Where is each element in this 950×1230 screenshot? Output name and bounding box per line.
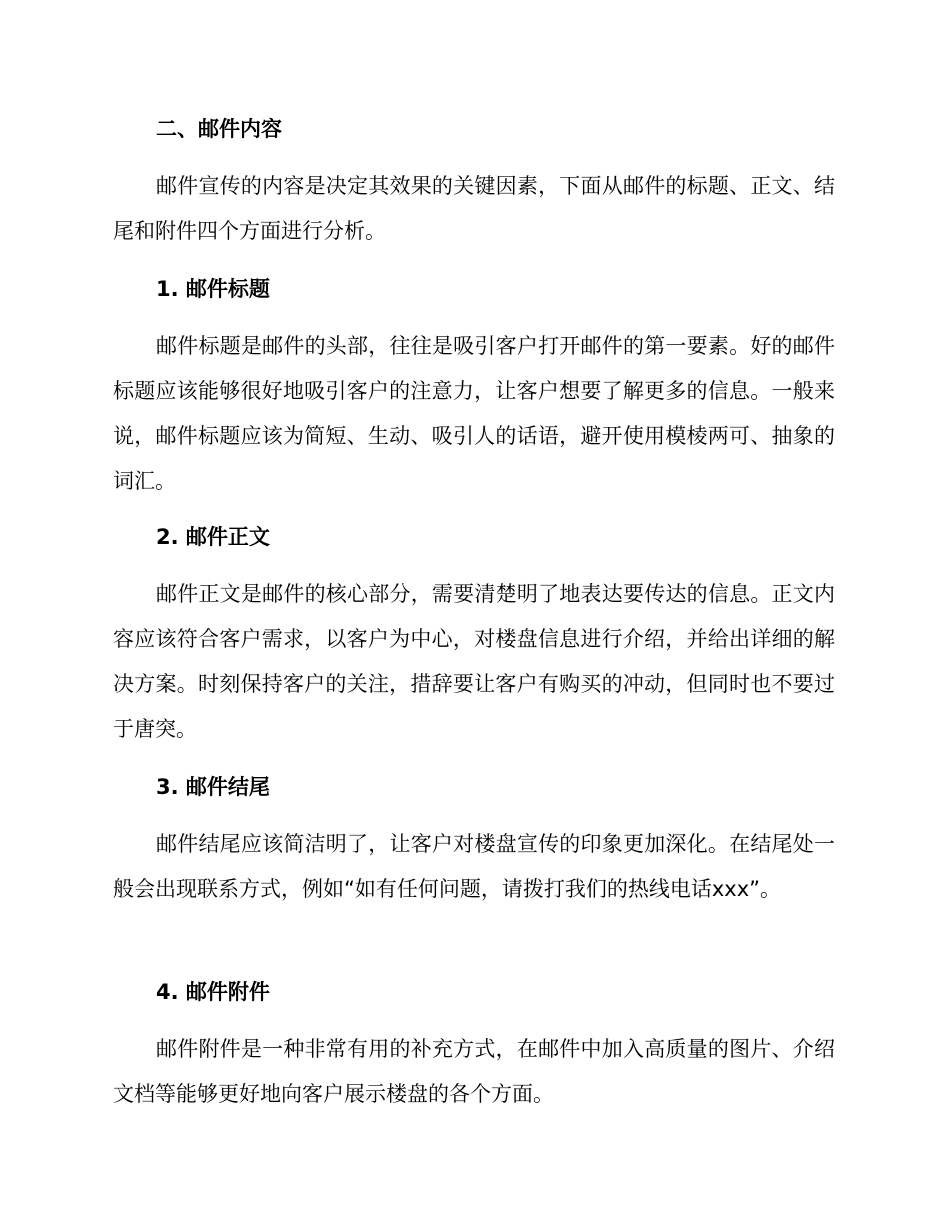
subsection-body-ending: 邮件结尾应该简洁明了，让客户对楼盘宣传的印象更加深化。在结尾处一般会出现联系方式，例如“如有任何问题，请拨打我们的热线电话xxx”。 (113, 832, 835, 901)
intro-paragraph: 邮件宣传的内容是决定其效果的关键因素，下面从邮件的标题、正文、结尾和附件四个方面进行分析。 (113, 174, 835, 243)
subsection-body-attachment: 邮件附件是一种非常有用的补充方式，在邮件中加入高质量的图片、介绍文档等能够更好地向客户展示楼盘的各个方面。 (113, 1037, 835, 1106)
subsection-body-title: 邮件标题是邮件的头部，往往是吸引客户打开邮件的第一要素。好的邮件标题应该能够很好地吸引客户的注意力，让客户想要了解更多的信息。一般来说，邮件标题应该为简短、生动、吸引人的话语，避开使用模棱两可、抽象的词汇。 (113, 334, 835, 493)
subsection-heading-ending: 3. 邮件结尾 (156, 775, 270, 799)
subsection-heading-title: 1. 邮件标题 (156, 277, 270, 301)
subsection-heading-body: 2. 邮件正文 (156, 525, 270, 549)
subsection-heading-attachment: 4. 邮件附件 (156, 980, 270, 1004)
section-title: 二、邮件内容 (156, 117, 282, 141)
subsection-body-body: 邮件正文是邮件的核心部分，需要清楚明了地表达要传达的信息。正文内容应该符合客户需求，以客户为中心，对楼盘信息进行介绍，并给出详细的解决方案。时刻保持客户的关注，措辞要让客户有购买的冲动，但同时也不要过于唐突。 (113, 582, 835, 741)
